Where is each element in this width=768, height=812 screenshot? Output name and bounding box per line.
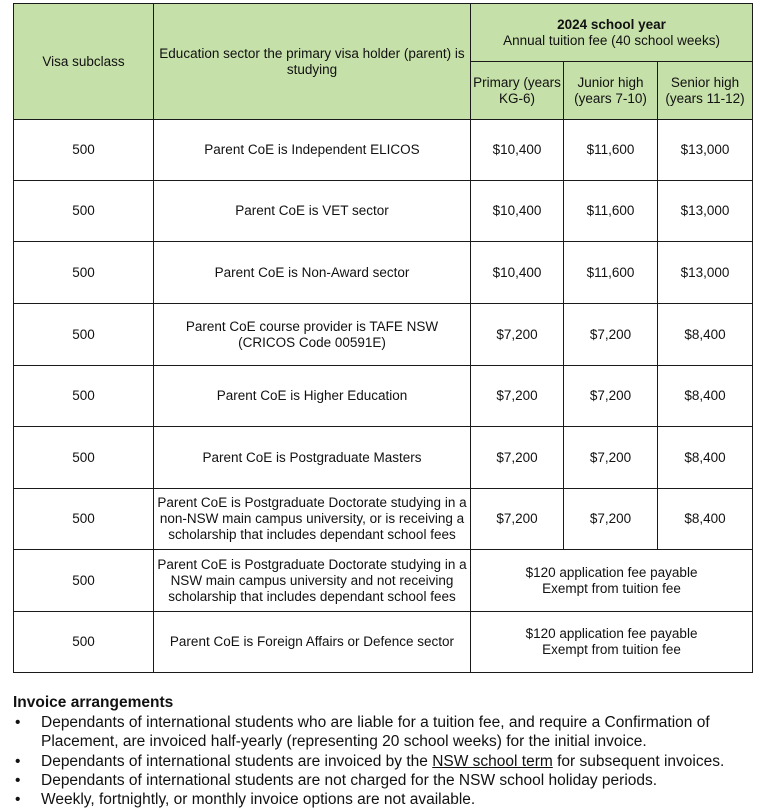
table-row xyxy=(14,489,753,550)
sector-cell: Parent CoE is Higher Education xyxy=(154,366,471,427)
sector-cell: Parent CoE is Postgraduate Masters xyxy=(154,427,471,489)
senior-fee-cell: $13,000 xyxy=(658,242,753,304)
list-item-text: Dependants of international students are invoiced by the xyxy=(41,752,433,770)
sector-cell: Parent CoE is Non-Award sector xyxy=(154,242,471,304)
sector-cell: Parent CoE is VET sector xyxy=(154,181,471,242)
table-row xyxy=(14,120,753,181)
header-senior-high: Senior high (years 11-12) xyxy=(658,62,753,120)
junior-fee-cell: $7,200 xyxy=(564,304,658,366)
table-row xyxy=(14,612,753,673)
primary-fee-cell: $10,400 xyxy=(471,242,564,304)
visa-cell: 500 xyxy=(14,120,154,181)
exemption-text: Exempt from tuition fee xyxy=(542,642,681,657)
senior-fee-cell: $8,400 xyxy=(658,489,753,550)
school-year-title: 2024 school year xyxy=(557,16,666,32)
bullet-icon: • xyxy=(15,771,21,789)
visa-cell: 500 xyxy=(14,612,154,673)
sector-cell: Parent CoE is Foreign Affairs or Defence sector xyxy=(154,612,471,673)
exemption-text: Exempt from tuition fee xyxy=(542,580,681,596)
invoice-list xyxy=(13,713,761,809)
fee-exemption-cell xyxy=(471,612,753,673)
senior-fee-cell: $13,000 xyxy=(658,181,753,242)
table-row xyxy=(14,181,753,242)
visa-cell: 500 xyxy=(14,427,154,489)
senior-fee-cell: $13,000 xyxy=(658,120,753,181)
application-fee-text: $120 application fee payable xyxy=(525,626,698,641)
sector-cell: Parent CoE is Independent ELICOS xyxy=(154,120,471,181)
senior-fee-cell: $8,400 xyxy=(658,427,753,489)
junior-fee-cell: $7,200 xyxy=(564,427,658,489)
bullet-icon: • xyxy=(15,714,21,731)
junior-fee-cell: $11,600 xyxy=(564,242,658,304)
visa-cell: 500 xyxy=(14,304,154,366)
header-education-sector: Education sector the primary visa holder (parent) is studying xyxy=(154,4,471,120)
application-fee-text: $120 application fee payable xyxy=(525,564,698,580)
list-item-text: Weekly, fortnightly, or monthly invoice options are not available. xyxy=(41,791,476,809)
sector-cell: Parent CoE is Postgraduate Doctorate studying in a NSW main campus university and not receiving scholarship that includes dependant school fees xyxy=(154,550,471,612)
list-item xyxy=(13,713,761,752)
primary-fee-cell: $10,400 xyxy=(471,181,564,242)
primary-fee-cell: $10,400 xyxy=(471,120,564,181)
nsw-school-term-link[interactable]: NSW school term xyxy=(432,752,553,770)
senior-fee-cell: $8,400 xyxy=(658,366,753,427)
visa-cell: 500 xyxy=(14,181,154,242)
primary-fee-cell: $7,200 xyxy=(471,427,564,489)
list-item xyxy=(13,752,761,771)
primary-fee-cell: $7,200 xyxy=(471,489,564,550)
primary-fee-cell: $7,200 xyxy=(471,304,564,366)
visa-cell: 500 xyxy=(14,366,154,427)
junior-fee-cell: $7,200 xyxy=(564,489,658,550)
invoice-arrangements-heading: Invoice arrangements xyxy=(13,694,174,711)
header-visa-subclass: Visa subclass xyxy=(14,4,154,120)
senior-fee-cell: $8,400 xyxy=(658,304,753,366)
school-year-subtitle: Annual tuition fee (40 school weeks) xyxy=(503,32,720,48)
primary-fee-cell: $7,200 xyxy=(471,366,564,427)
junior-fee-cell: $11,600 xyxy=(564,181,658,242)
list-item-text: Dependants of international students are not charged for the NSW school holiday periods. xyxy=(41,771,658,789)
junior-fee-cell: $11,600 xyxy=(564,120,658,181)
header-school-year xyxy=(471,4,753,62)
junior-fee-cell: $7,200 xyxy=(564,366,658,427)
bullet-icon: • xyxy=(15,791,21,809)
visa-cell: 500 xyxy=(14,489,154,550)
invoice-arrangements-section xyxy=(13,693,761,809)
header-primary: Primary (years KG-6) xyxy=(471,62,564,120)
table-row xyxy=(14,304,753,366)
list-item-text: Dependants of international students who are liable for a tuition fee, and require a Confirmation of Placement, are invoiced half-yearly (representing 20 school weeks) for the initial invoice. xyxy=(41,714,710,751)
table-row xyxy=(14,366,753,427)
sector-cell: Parent CoE is Postgraduate Doctorate studying in a non-NSW main campus university, or is receiving a scholarship that includes dependant school fees xyxy=(154,489,471,550)
table-row xyxy=(14,242,753,304)
visa-cell: 500 xyxy=(14,242,154,304)
tuition-fee-table xyxy=(13,3,753,673)
list-item xyxy=(13,771,761,790)
visa-cell: 500 xyxy=(14,550,154,612)
list-item xyxy=(13,790,761,809)
table-row xyxy=(14,550,753,612)
list-item-text: for subsequent invoices. xyxy=(552,752,725,770)
table-row xyxy=(14,427,753,489)
bullet-icon: • xyxy=(15,752,21,770)
sector-cell: Parent CoE course provider is TAFE NSW (CRICOS Code 00591E) xyxy=(154,304,471,366)
fee-exemption-cell xyxy=(471,550,753,612)
header-junior-high: Junior high (years 7-10) xyxy=(564,62,658,120)
